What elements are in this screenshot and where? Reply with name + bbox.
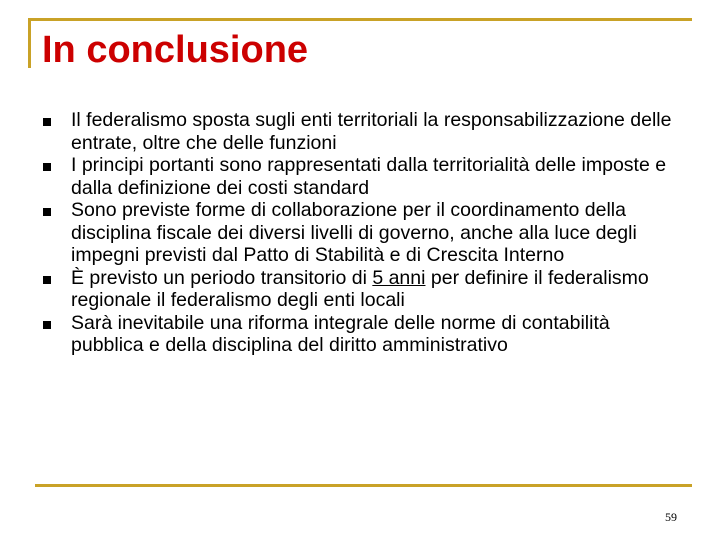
bullet-item-5 bbox=[40, 312, 680, 357]
bottom-rule bbox=[35, 484, 692, 487]
square-bullet-icon bbox=[43, 163, 51, 171]
bullet-text: I principi portanti sono rappresentati dalla territorialità delle imposte e dalla definizione dei costi standard bbox=[71, 154, 667, 199]
square-bullet-icon bbox=[43, 321, 51, 329]
left-rule bbox=[28, 18, 31, 68]
page-number: 59 bbox=[665, 510, 677, 524]
top-rule bbox=[28, 18, 692, 21]
square-bullet-icon bbox=[43, 208, 51, 216]
square-bullet-icon bbox=[43, 118, 51, 126]
bullet-item-4 bbox=[40, 267, 680, 312]
bullet-underlined-text: 5 anni bbox=[372, 266, 426, 289]
bullet-item-3 bbox=[40, 199, 680, 267]
bullet-item-1 bbox=[40, 109, 680, 154]
bullet-text-after: per definire il federalismo regionale il federalismo degli enti locali bbox=[71, 266, 649, 311]
bullet-text-before: È previsto un periodo transitorio di bbox=[71, 266, 373, 289]
bullet-text: Il federalismo sposta sugli enti territoriali la responsabilizzazione delle entrate, oltre che delle funzioni bbox=[71, 109, 672, 154]
square-bullet-icon bbox=[43, 276, 51, 284]
bullet-text: Sono previste forme di collaborazione per il coordinamento della disciplina fiscale dei diversi livelli di governo, anche alla luce degli impegni previsti dal Patto di Stabilità e di Crescita Interno bbox=[71, 199, 637, 266]
bullet-item-2 bbox=[40, 154, 680, 199]
bullet-list bbox=[40, 109, 680, 357]
slide-title: In conclusione bbox=[42, 29, 309, 71]
bullet-text: Sarà inevitabile una riforma integrale delle norme di contabilità pubblica e della disciplina del diritto amministrativo bbox=[71, 311, 610, 356]
